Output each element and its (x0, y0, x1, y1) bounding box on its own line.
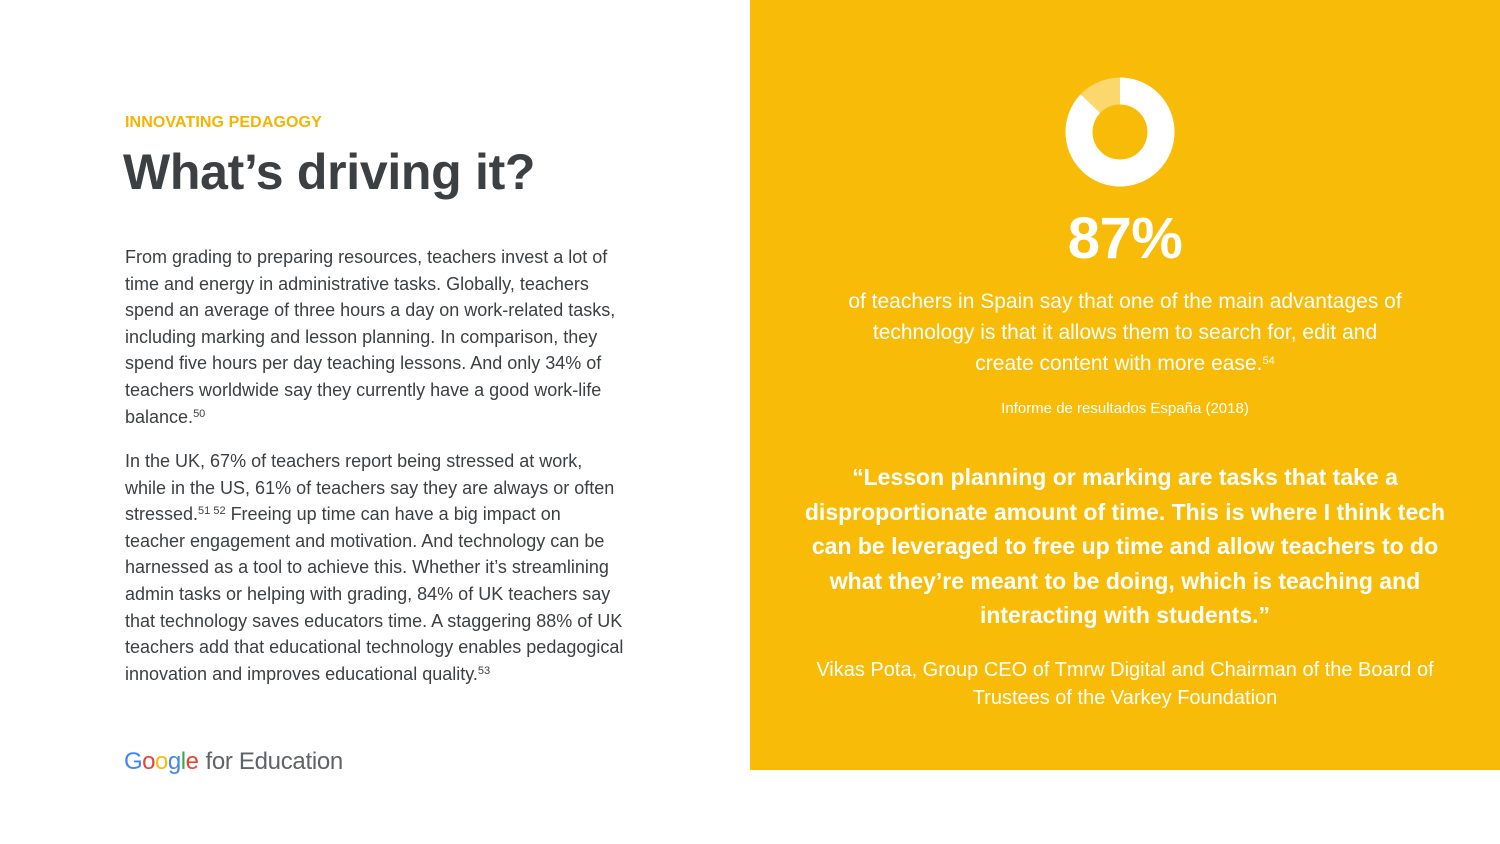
stat-panel (750, 0, 1500, 770)
logo-letter: G (124, 748, 143, 775)
stat-source: Informe de resultados España (2018) (1001, 400, 1249, 417)
paragraph-text: In the UK, 67% of teachers report being stressed at work, while in the US, 61% of teachers say they are always or often stressed. (125, 451, 615, 525)
footnote-ref[interactable]: 53 (477, 664, 491, 677)
footnote-ref[interactable]: 51 52 (198, 505, 226, 518)
stat-description (845, 286, 1405, 379)
section-label: INNOVATING PEDAGOGY (125, 114, 322, 131)
stat-value: 87% (1067, 206, 1183, 271)
footnote-ref[interactable]: 54 (1262, 354, 1275, 367)
logo-suffix: for Education (205, 748, 343, 775)
page-title: What’s driving it? (123, 144, 536, 200)
donut-chart (1064, 76, 1176, 188)
quote-attribution: Vikas Pota, Group CEO of Tmrw Digital and Chairman of the Board of Trustees of the Varkey Foundation (816, 659, 1434, 709)
body-paragraph-1 (125, 244, 625, 430)
footnote-ref[interactable]: 50 (193, 407, 206, 420)
body-paragraph-2 (125, 448, 625, 687)
logo-letter: g (167, 748, 181, 775)
stat-description-text: of teachers in Spain say that one of the main advantages of technology is that it allows them to search for, edit and create content with more ease. (848, 290, 1402, 375)
logo-letter: o (142, 748, 156, 775)
logo-letter: l (180, 748, 186, 775)
quote-text: “Lesson planning or marking are tasks that take a disproportionate amount of time. This is where I think tech can be leveraged to free up time and allow teachers to do what they’re meant to be doing, which is teaching and interacting with students.” (804, 464, 1446, 628)
google-for-education-logo (124, 746, 343, 778)
logo-letter: o (155, 748, 168, 775)
paragraph-text: From grading to preparing resources, teachers invest a lot of time and energy in administrative tasks. Globally, teachers spend an average of three hours a day on work-related tasks, including marking and lesson planning. In comparison, they spend five hours per day teaching lessons. And only 34% of teachers worldwide say they currently have a good work-life balance. (125, 247, 616, 427)
logo-letter: e (185, 748, 199, 775)
paragraph-text: Freeing up time can have a big impact on teacher engagement and motivation. And technology can be harnessed as a tool to achieve this. Whether it’s streamlining admin tasks or helping with grading, 84% of UK teachers say that technology saves educators time. A staggering 88% of UK teachers add that educational technology enables pedagogical innovation and improves educational quality. (125, 504, 624, 684)
